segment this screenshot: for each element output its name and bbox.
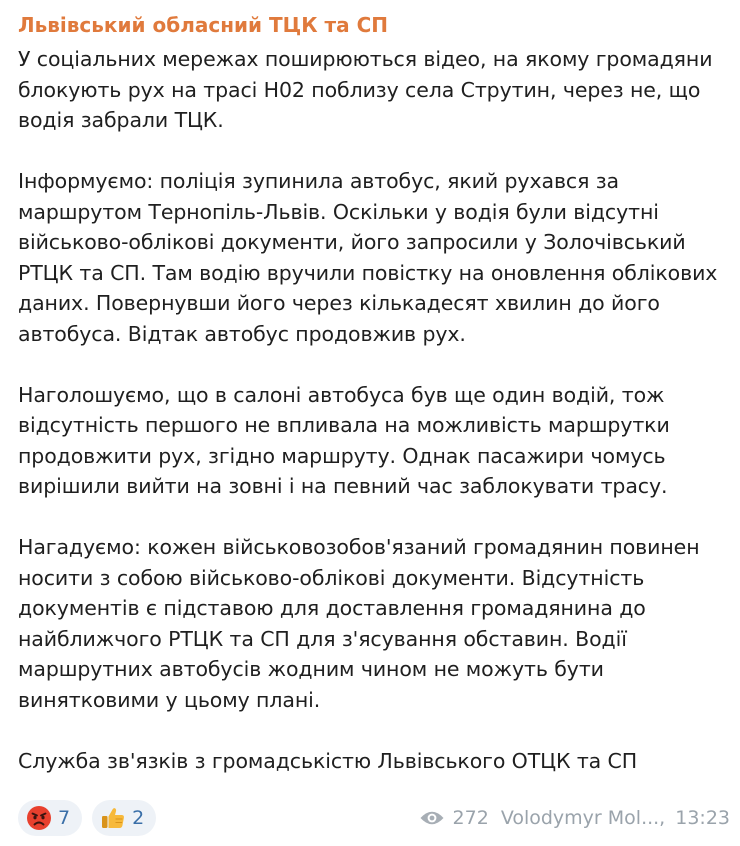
- message-text: [18, 44, 728, 776]
- message-line: блокують рух на трасі Н02 поблизу села Струтин, через не, що: [18, 77, 701, 102]
- view-count: 272: [452, 807, 489, 829]
- reaction-thumbs-up[interactable]: [92, 800, 156, 836]
- message-line: винятковими у цьому плані.: [18, 687, 321, 712]
- post-footer: [18, 798, 730, 838]
- message-line: маршрутних автобусів жодним чином не можуть бути: [18, 657, 604, 681]
- reaction-count: 7: [58, 807, 71, 829]
- message-paragraph: [18, 532, 728, 715]
- message-line: відсутність першого не впливала на можливість маршрутки: [18, 413, 670, 437]
- reaction-angry[interactable]: [18, 800, 82, 836]
- message-line: маршрутом Тернопіль-Львів. Оскільки у водія були відсутні: [18, 199, 659, 224]
- message-line: носити з собою військово-облікові документи. Відсутність: [18, 565, 645, 590]
- message-line: У соціальних мережах поширюються відео, на якому громадяни: [18, 47, 713, 71]
- thumbs-up-icon: [100, 805, 126, 831]
- message-paragraph: [18, 380, 728, 502]
- message-line: РТЦК та СП. Там водію вручили повістку на оновлення облікових: [18, 260, 718, 285]
- message-paragraph: [18, 44, 728, 136]
- post-meta: [419, 807, 730, 829]
- reaction-count: 2: [132, 807, 145, 829]
- message-line: даних. Повернувши його через кількадесят хвилин до його: [18, 291, 660, 315]
- post-time: 13:23: [675, 807, 730, 829]
- message-line: вирішили вийти на зовні і на певний час заблокувати трасу.: [18, 474, 668, 498]
- message-line: найближчого РТЦК та СП для з'ясування обставин. Водії: [18, 626, 627, 651]
- message-signature: Служба зв'язків з громадськістю Львівського ОТЦК та СП: [18, 748, 638, 773]
- message-paragraph: [18, 746, 728, 777]
- message-line: автобуса. Відтак автобус продовжив рух.: [18, 321, 466, 346]
- angry-face-icon: [26, 805, 52, 831]
- message-line: водія забрали ТЦК.: [18, 108, 224, 132]
- message-line: Нагадуємо: кожен військовозобов'язаний громадянин повинен: [18, 535, 700, 559]
- eye-icon: [419, 809, 445, 827]
- message-line: продовжити рух, згідно маршруту. Однак пасажири чомусь: [18, 443, 666, 468]
- message-line: Наголошуємо, що в салоні автобуса був ще один водій, тож: [18, 382, 665, 407]
- message-line: військово-облікові документи, його запросили у Золочівський: [18, 230, 686, 254]
- channel-name[interactable]: Львівський обласний ТЦК та СП: [18, 13, 388, 37]
- message-line: документів є підставою для доставлення громадянина до: [18, 596, 646, 620]
- message-paragraph: [18, 166, 728, 349]
- post-author: Volodymyr Mol...,: [500, 807, 666, 829]
- message-line: Інформуємо: поліція зупинила автобус, який рухався за: [18, 169, 620, 193]
